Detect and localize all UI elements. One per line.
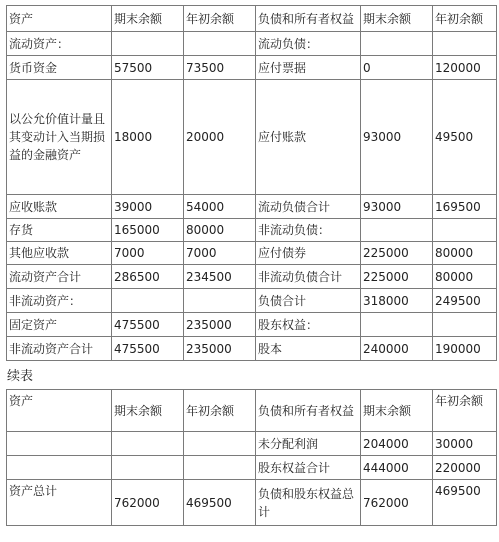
table-cell: 475500	[112, 313, 184, 337]
table-cell: 165000	[112, 219, 184, 242]
table-cell: 762000	[361, 480, 433, 526]
table-cell	[184, 289, 256, 313]
table-cell: 流动负债合计	[256, 195, 361, 219]
table-cell: 318000	[361, 289, 433, 313]
table-cell: 54000	[184, 195, 256, 219]
header-cell: 年初余额	[184, 6, 256, 32]
table-row	[7, 56, 497, 80]
header-cell: 负债和所有者权益	[256, 390, 361, 432]
header-cell: 期末余额	[361, 390, 433, 432]
table-cell	[112, 432, 184, 456]
table-cell: 235000	[184, 337, 256, 361]
header-row	[7, 390, 497, 432]
table-row	[7, 337, 497, 361]
table-cell: 39000	[112, 195, 184, 219]
table-cell	[7, 456, 112, 480]
table-cell: 286500	[112, 265, 184, 289]
table-cell: 469500	[184, 480, 256, 526]
table-cell: 股东权益合计	[256, 456, 361, 480]
table-cell: 249500	[433, 289, 497, 313]
table-cell: 流动资产：	[7, 32, 112, 56]
table-cell: 469500	[433, 480, 497, 526]
table-cell: 475500	[112, 337, 184, 361]
table-cell: 以公允价值计量且其变动计入当期损益的金融资产	[7, 80, 112, 195]
table-cell: 220000	[433, 456, 497, 480]
table-cell: 80000	[184, 219, 256, 242]
table-cell: 20000	[184, 80, 256, 195]
continued-label: 续表	[7, 369, 34, 384]
table-cell: 762000	[112, 480, 184, 526]
table-cell: 非流动资产：	[7, 289, 112, 313]
table-cell: 18000	[112, 80, 184, 195]
table-row	[7, 32, 497, 56]
table-cell: 应付票据	[256, 56, 361, 80]
table-row	[7, 289, 497, 313]
table-cell	[433, 219, 497, 242]
header-cell: 年初余额	[433, 390, 497, 432]
table-cell: 73500	[184, 56, 256, 80]
table-cell	[112, 32, 184, 56]
table-cell: 流动资产合计	[7, 265, 112, 289]
table-cell: 80000	[433, 242, 497, 265]
table-cell	[184, 432, 256, 456]
table-cell: 非流动资产合计	[7, 337, 112, 361]
header-cell: 资产	[7, 390, 112, 432]
table-cell	[184, 32, 256, 56]
header-cell: 期末余额	[361, 6, 433, 32]
table-cell: 其他应收款	[7, 242, 112, 265]
table-cell: 204000	[361, 432, 433, 456]
table-row	[7, 313, 497, 337]
table-cell: 49500	[433, 80, 497, 195]
table-cell: 57500	[112, 56, 184, 80]
table-cell	[112, 289, 184, 313]
table-cell: 120000	[433, 56, 497, 80]
table-cell: 负债合计	[256, 289, 361, 313]
header-cell: 资产	[7, 6, 112, 32]
header-cell: 负债和所有者权益	[256, 6, 361, 32]
table-cell: 234500	[184, 265, 256, 289]
table-cell: 190000	[433, 337, 497, 361]
table-row	[7, 480, 497, 526]
table-cell	[184, 456, 256, 480]
table-cell: 固定资产	[7, 313, 112, 337]
balance-sheet-body	[7, 6, 497, 361]
table-row	[7, 195, 497, 219]
table-cell: 流动负债：	[256, 32, 361, 56]
table-cell: 7000	[184, 242, 256, 265]
table-cell: 240000	[361, 337, 433, 361]
table-cell: 169500	[433, 195, 497, 219]
table-cell	[112, 456, 184, 480]
header-cell: 期末余额	[112, 6, 184, 32]
table-cell: 货币资金	[7, 56, 112, 80]
header-cell: 年初余额	[184, 390, 256, 432]
header-cell: 期末余额	[112, 390, 184, 432]
table-cell: 非流动负债：	[256, 219, 361, 242]
table-cell: 存货	[7, 219, 112, 242]
table-cell	[361, 313, 433, 337]
table-cell: 444000	[361, 456, 433, 480]
table-cell: 30000	[433, 432, 497, 456]
header-row	[7, 6, 497, 32]
table-cell: 0	[361, 56, 433, 80]
header-cell: 年初余额	[433, 6, 497, 32]
table-cell: 负债和股东权益总计	[256, 480, 361, 526]
balance-sheet-continued-body	[7, 390, 497, 526]
table-row	[7, 432, 497, 456]
table-cell: 非流动负债合计	[256, 265, 361, 289]
table-cell: 93000	[361, 195, 433, 219]
table-cell	[433, 313, 497, 337]
table-cell	[361, 219, 433, 242]
table-cell: 应付账款	[256, 80, 361, 195]
table-cell: 资产总计	[7, 480, 112, 526]
table-cell: 235000	[184, 313, 256, 337]
table-row	[7, 242, 497, 265]
table-cell: 7000	[112, 242, 184, 265]
table-cell	[7, 432, 112, 456]
table-cell: 应付债券	[256, 242, 361, 265]
table-row	[7, 456, 497, 480]
balance-sheet-continued-table	[6, 389, 497, 526]
table-cell	[433, 32, 497, 56]
table-cell: 股东权益：	[256, 313, 361, 337]
table-cell: 80000	[433, 265, 497, 289]
table-row	[7, 80, 497, 195]
balance-sheet-table	[6, 5, 497, 361]
table-cell	[361, 32, 433, 56]
table-cell: 应收账款	[7, 195, 112, 219]
table-cell: 225000	[361, 242, 433, 265]
table-row	[7, 265, 497, 289]
table-cell: 225000	[361, 265, 433, 289]
table-row	[7, 219, 497, 242]
table-cell: 股本	[256, 337, 361, 361]
table-cell: 93000	[361, 80, 433, 195]
table-cell: 未分配利润	[256, 432, 361, 456]
